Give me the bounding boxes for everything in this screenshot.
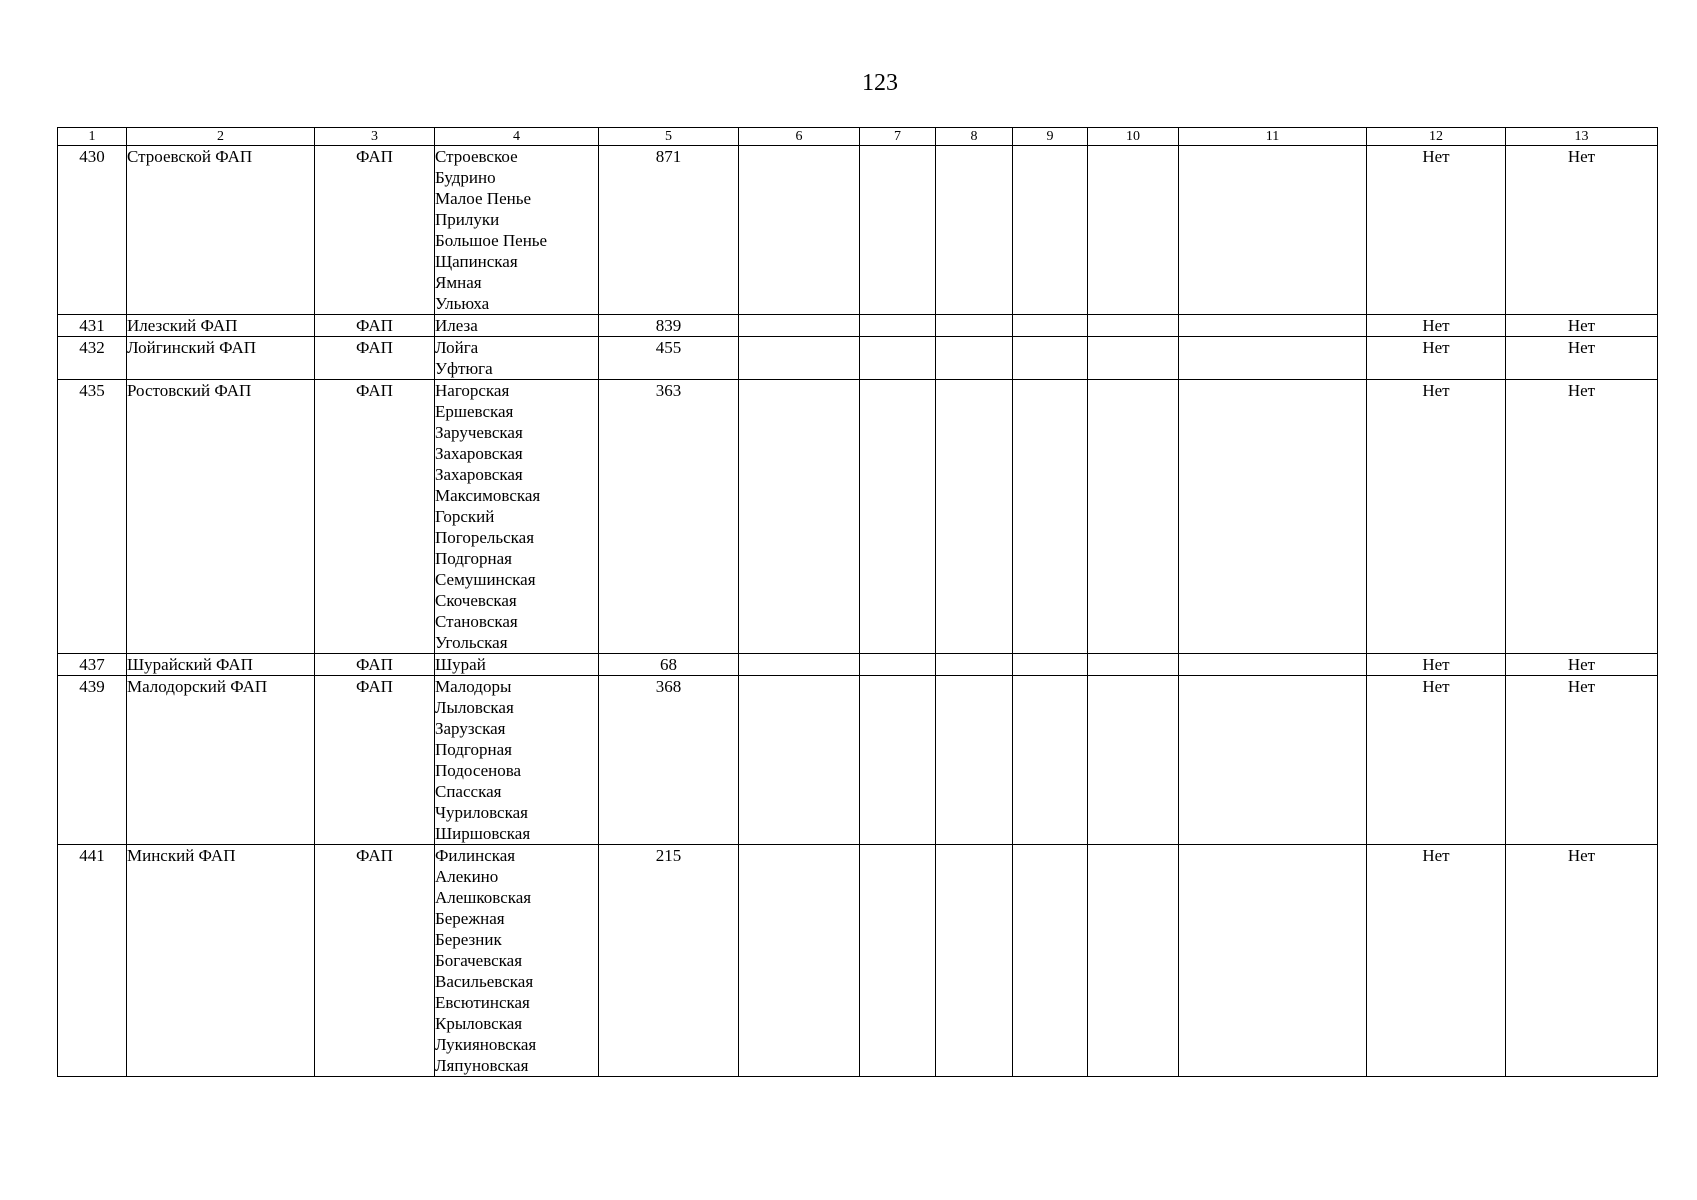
row-number-cell: 430 [58,146,127,315]
column-8-cell [936,337,1013,380]
column-header-9: 9 [1013,128,1088,146]
column-13-cell: Нет [1506,845,1658,1077]
settlement-name: Семушинская [435,570,536,589]
settlement-name: Малодоры [435,677,512,696]
settlement-name: Васильевская [435,972,534,991]
settlement-name: Максимовская [435,486,541,505]
table-row [58,654,1658,676]
settlement-name: Шурай [435,655,486,674]
population-cell: 368 [599,676,739,845]
settlement-name: Большое Пенье [435,231,548,250]
settlements-cell [435,676,599,845]
settlement-name: Скочевская [435,591,517,610]
settlement-name: Алешковская [435,888,532,907]
column-header-11: 11 [1179,128,1367,146]
table-row [58,380,1658,654]
settlement-name: Алекино [435,867,499,886]
column-10-cell [1088,146,1179,315]
row-number-cell: 435 [58,380,127,654]
settlements-cell [435,337,599,380]
column-13-cell: Нет [1506,146,1658,315]
column-13-cell: Нет [1506,380,1658,654]
facility-name-cell: Илезский ФАП [127,315,315,337]
row-number-cell: 439 [58,676,127,845]
column-number-header-row [58,128,1658,146]
facility-name-cell: Ростовский ФАП [127,380,315,654]
facility-name-cell: Строевской ФАП [127,146,315,315]
settlements-cell [435,654,599,676]
column-8-cell [936,654,1013,676]
settlement-name: Бережная [435,909,505,928]
column-10-cell [1088,337,1179,380]
population-cell: 839 [599,315,739,337]
settlement-name: Евсютинская [435,993,530,1012]
settlement-name: Щапинская [435,252,518,271]
settlement-name: Будрино [435,168,496,187]
column-6-cell [739,654,860,676]
column-9-cell [1013,337,1088,380]
settlement-name: Становская [435,612,518,631]
column-10-cell [1088,654,1179,676]
facility-name-cell: Минский ФАП [127,845,315,1077]
settlement-name: Строевское [435,147,518,166]
column-7-cell [860,315,936,337]
settlement-name: Малое Пенье [435,189,532,208]
settlement-name: Богачевская [435,951,523,970]
column-7-cell [860,146,936,315]
column-header-13: 13 [1506,128,1658,146]
column-7-cell [860,654,936,676]
column-12-cell: Нет [1367,380,1506,654]
facility-type-cell: ФАП [315,337,435,380]
column-7-cell [860,676,936,845]
page-number: 123 [862,70,898,96]
column-9-cell [1013,654,1088,676]
settlement-name: Подосенова [435,761,522,780]
table-body [58,146,1658,1077]
settlement-name: Горский [435,507,495,526]
population-cell: 871 [599,146,739,315]
settlement-name: Захаровская [435,444,523,463]
column-header-4: 4 [435,128,599,146]
facility-name-cell: Малодорский ФАП [127,676,315,845]
settlement-name: Зарузская [435,719,506,738]
table-row [58,315,1658,337]
column-9-cell [1013,380,1088,654]
settlement-name: Крыловская [435,1014,523,1033]
settlement-name: Подгорная [435,740,512,759]
facility-type-cell: ФАП [315,845,435,1077]
settlements-cell [435,380,599,654]
facility-type-cell: ФАП [315,146,435,315]
settlements-cell [435,315,599,337]
column-9-cell [1013,845,1088,1077]
column-header-3: 3 [315,128,435,146]
row-number-cell: 432 [58,337,127,380]
column-9-cell [1013,676,1088,845]
settlement-name: Угольская [435,633,508,652]
column-11-cell [1179,315,1367,337]
settlement-name: Захаровская [435,465,523,484]
column-header-5: 5 [599,128,739,146]
column-10-cell [1088,845,1179,1077]
facility-type-cell: ФАП [315,676,435,845]
settlement-name: Ульюха [435,294,490,313]
column-11-cell [1179,146,1367,315]
column-12-cell: Нет [1367,146,1506,315]
column-11-cell [1179,380,1367,654]
column-6-cell [739,337,860,380]
facility-type-cell: ФАП [315,315,435,337]
column-header-8: 8 [936,128,1013,146]
column-13-cell: Нет [1506,676,1658,845]
population-cell: 215 [599,845,739,1077]
column-12-cell: Нет [1367,337,1506,380]
column-8-cell [936,676,1013,845]
settlement-name: Илеза [435,316,478,335]
column-11-cell [1179,845,1367,1077]
column-9-cell [1013,146,1088,315]
column-8-cell [936,146,1013,315]
settlement-name: Лойга [435,338,479,357]
column-6-cell [739,315,860,337]
column-8-cell [936,315,1013,337]
facility-name-cell: Лойгинский ФАП [127,337,315,380]
column-7-cell [860,845,936,1077]
settlement-name: Лукияновская [435,1035,537,1054]
table-row [58,337,1658,380]
column-8-cell [936,380,1013,654]
settlement-name: Чуриловская [435,803,528,822]
row-number-cell: 441 [58,845,127,1077]
settlement-name: Погорельская [435,528,535,547]
column-6-cell [739,380,860,654]
column-7-cell [860,380,936,654]
column-8-cell [936,845,1013,1077]
table-row [58,845,1658,1077]
settlement-name: Заручевская [435,423,523,442]
column-6-cell [739,676,860,845]
settlement-name: Спасская [435,782,502,801]
column-6-cell [739,146,860,315]
column-13-cell: Нет [1506,337,1658,380]
settlement-name: Ширшовская [435,824,531,843]
population-cell: 455 [599,337,739,380]
row-number-cell: 437 [58,654,127,676]
column-header-1: 1 [58,128,127,146]
settlement-name: Ляпуновская [435,1056,529,1075]
column-12-cell: Нет [1367,315,1506,337]
column-10-cell [1088,676,1179,845]
column-7-cell [860,337,936,380]
column-header-12: 12 [1367,128,1506,146]
settlements-cell [435,146,599,315]
column-13-cell: Нет [1506,654,1658,676]
facility-name-cell: Шурайский ФАП [127,654,315,676]
column-header-2: 2 [127,128,315,146]
settlement-name: Подгорная [435,549,512,568]
column-11-cell [1179,337,1367,380]
column-header-6: 6 [739,128,860,146]
settlement-name: Ямная [435,273,482,292]
settlement-name: Ершевская [435,402,514,421]
column-10-cell [1088,380,1179,654]
table-row [58,676,1658,845]
column-13-cell: Нет [1506,315,1658,337]
settlement-name: Березник [435,930,502,949]
column-header-7: 7 [860,128,936,146]
population-cell: 363 [599,380,739,654]
column-12-cell: Нет [1367,676,1506,845]
facility-type-cell: ФАП [315,380,435,654]
row-number-cell: 431 [58,315,127,337]
table-row [58,146,1658,315]
settlement-name: Прилуки [435,210,500,229]
column-9-cell [1013,315,1088,337]
column-10-cell [1088,315,1179,337]
column-header-10: 10 [1088,128,1179,146]
population-cell: 68 [599,654,739,676]
facility-table [57,127,1658,1077]
settlement-name: Филинская [435,846,516,865]
settlements-cell [435,845,599,1077]
settlement-name: Нагорская [435,381,510,400]
column-11-cell [1179,654,1367,676]
column-12-cell: Нет [1367,845,1506,1077]
facility-type-cell: ФАП [315,654,435,676]
column-12-cell: Нет [1367,654,1506,676]
settlement-name: Уфтюга [435,359,493,378]
column-11-cell [1179,676,1367,845]
column-6-cell [739,845,860,1077]
settlement-name: Лыловская [435,698,514,717]
